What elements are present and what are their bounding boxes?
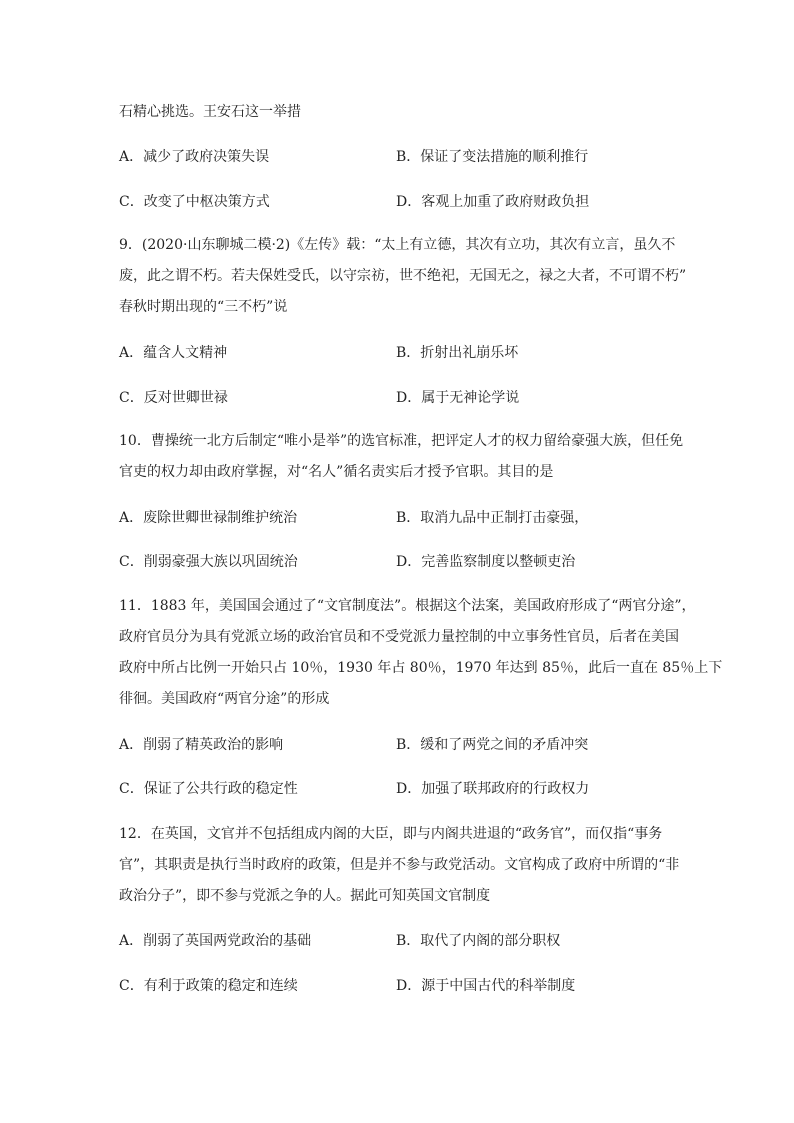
q10-option-c: C．削弱豪强大族以巩固统治 <box>119 554 298 570</box>
q10-stem-line-1: 10．曹操统一北方后制定“唯小是举”的选官标准，把评定人才的权力留给豪强大族，但任免 <box>119 433 684 449</box>
q9-option-a: A．蕴含人文精神 <box>119 345 228 361</box>
q8-option-a: A．减少了政府决策失误 <box>119 149 270 165</box>
q11-stem-line-1: 11．1883 年，美国国会通过了“文官制度法”。根据这个法案，美国政府形成了“两官分途”， <box>119 598 696 614</box>
q11-option-b: B．缓和了两党之间的矛盾冲突 <box>396 737 589 753</box>
q12-option-c: C．有利于政策的稳定和连续 <box>119 978 298 994</box>
q9-option-d: D．属于无神论学说 <box>396 390 520 406</box>
q9-option-b: B．折射出礼崩乐坏 <box>396 345 519 361</box>
q11-option-a: A．削弱了精英政治的影响 <box>119 737 284 753</box>
question-8-stem-end: 石精心挑选。王安石这一举措 <box>119 104 301 120</box>
q12-stem-line-1: 12．在英国，文官并不包括组成内阁的大臣，即与内阁共进退的“政务官”，而仅指“事务 <box>119 826 663 842</box>
q10-option-b: B．取消九品中正制打击豪强， <box>396 510 589 526</box>
q8-option-c: C．改变了中枢决策方式 <box>119 194 270 210</box>
q11-stem-line-2: 政府官员分为具有党派立场的政治官员和不受党派力量控制的中立事务性官员，后者在美国 <box>119 629 679 645</box>
q9-stem-line-3: 春秋时期出现的“三不朽”说 <box>119 299 288 315</box>
q8-option-b: B．保证了变法措施的顺利推行 <box>396 149 589 165</box>
q11-stem-line-4: 徘徊。美国政府“两官分途”的形成 <box>119 691 330 707</box>
q12-option-d: D．源于中国古代的科举制度 <box>396 978 576 994</box>
q9-option-c: C．反对世卿世禄 <box>119 390 228 406</box>
q11-option-c: C．保证了公共行政的稳定性 <box>119 781 298 797</box>
q12-stem-line-3: 政治分子”，即不参与党派之争的人。据此可知英国文官制度 <box>119 888 491 904</box>
q10-option-d: D．完善监察制度以整顿吏治 <box>396 554 576 570</box>
q9-stem-line-1: 9．(2020·山东聊城二模·2)《左传》载：“太上有立德，其次有立功，其次有立言，虽久不 <box>119 237 676 253</box>
q12-option-a: A．削弱了英国两党政治的基础 <box>119 933 312 949</box>
q12-stem-line-2: 官”，其职责是执行当时政府的政策，但是并不参与政党活动。文官构成了政府中所谓的“非 <box>119 857 680 873</box>
q11-option-d: D．加强了联邦政府的行政权力 <box>396 781 590 797</box>
q9-stem-line-2: 废，此之谓不朽。若夫保姓受氏，以守宗祊，世不绝祀，无国无之，禄之大者，不可谓不朽” <box>119 268 687 284</box>
q12-option-b: B．取代了内阁的部分职权 <box>396 933 561 949</box>
q10-stem-line-2: 官吏的权力却由政府掌握，对“名人”循名责实后才授予官职。其目的是 <box>119 464 554 480</box>
q8-option-d: D．客观上加重了政府财政负担 <box>396 194 590 210</box>
q11-stem-line-3: 政府中所占比例一开始只占 10％，1930 年占 80％，1970 年达到 85％，此后一直在 85％上下 <box>119 660 723 676</box>
q10-option-a: A．废除世卿世禄制维护统治 <box>119 510 298 526</box>
